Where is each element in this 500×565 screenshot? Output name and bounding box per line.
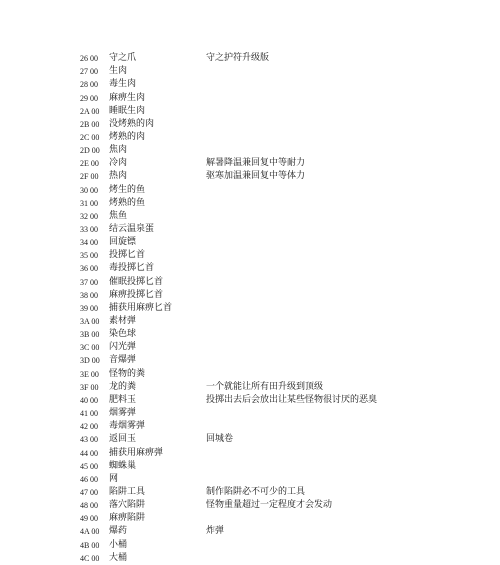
item-code: 2E 00 xyxy=(80,159,99,169)
item-name: 大桶 xyxy=(109,552,128,563)
item-name: 音爆弹 xyxy=(109,355,137,366)
list-item xyxy=(0,341,500,354)
list-item xyxy=(0,170,500,183)
item-name: 焦鱼 xyxy=(109,210,128,221)
item-code: 3F 00 xyxy=(80,382,99,392)
list-item xyxy=(0,473,500,486)
item-code: 31 00 xyxy=(80,198,98,208)
list-item xyxy=(0,262,500,275)
item-name: 麻痹投掷匕首 xyxy=(109,289,164,300)
list-item xyxy=(0,525,500,538)
item-code: 37 00 xyxy=(80,277,98,287)
item-code: 36 00 xyxy=(80,264,98,274)
list-item xyxy=(0,118,500,131)
item-name: 网 xyxy=(109,473,119,484)
item-description: 守之护符升级版 xyxy=(206,53,270,63)
item-code: 33 00 xyxy=(80,225,98,234)
item-name: 龙的粪 xyxy=(109,381,137,392)
item-name: 毒烟雾弹 xyxy=(109,421,146,432)
list-item xyxy=(0,65,500,78)
list-item xyxy=(0,368,500,381)
list-item xyxy=(0,394,500,407)
item-code: 46 00 xyxy=(80,474,98,484)
list-item xyxy=(0,249,500,262)
list-item xyxy=(0,92,500,105)
item-description: 解暑降温兼回复中等耐力 xyxy=(206,158,306,169)
item-name: 爆药 xyxy=(109,526,128,537)
item-code: 3D 00 xyxy=(80,356,100,366)
item-name: 捕获用麻痹匕首 xyxy=(109,302,173,313)
item-code: 3A 00 xyxy=(80,317,100,326)
item-name: 烤熟的鱼 xyxy=(109,197,146,208)
item-name: 蜘蛛巢 xyxy=(109,460,137,471)
list-item xyxy=(0,197,500,210)
item-name: 催眠投掷匕首 xyxy=(109,276,164,287)
list-item xyxy=(0,433,500,446)
item-name: 冷肉 xyxy=(109,158,128,169)
list-item xyxy=(0,210,500,223)
item-description: 怪物重量超过一定程度才会发动 xyxy=(206,500,333,511)
item-code: 39 00 xyxy=(80,303,98,313)
item-code: 45 00 xyxy=(80,461,98,471)
item-code: 38 00 xyxy=(80,290,98,300)
item-description: 制作陷阱必不可少的工具 xyxy=(206,486,306,497)
item-name: 生肉 xyxy=(109,66,128,77)
list-item xyxy=(0,302,500,315)
list-item xyxy=(0,315,500,328)
list-item xyxy=(0,381,500,394)
item-name: 热肉 xyxy=(109,171,128,182)
item-code: 27 00 xyxy=(80,67,98,77)
item-name: 染色球 xyxy=(109,329,137,340)
item-name: 烟雾弹 xyxy=(109,408,137,419)
list-item xyxy=(0,223,500,236)
list-item xyxy=(0,407,500,420)
item-name: 没烤熟的肉 xyxy=(109,118,155,129)
list-item xyxy=(0,184,500,197)
item-code: 2B 00 xyxy=(80,119,100,129)
list-item xyxy=(0,447,500,460)
item-name: 投掷匕首 xyxy=(109,250,146,261)
item-code: 3C 00 xyxy=(80,343,100,353)
list-item xyxy=(0,420,500,433)
item-name: 小桶 xyxy=(109,539,128,550)
list-item xyxy=(0,552,500,565)
item-name: 焦肉 xyxy=(109,145,128,156)
list-item xyxy=(0,157,500,170)
item-name: 结云温泉蛋 xyxy=(109,224,155,234)
item-name: 素材弹 xyxy=(109,316,137,326)
item-code: 2A 00 xyxy=(80,106,100,116)
item-name: 捕获用麻痹弹 xyxy=(109,447,164,458)
item-code: 41 00 xyxy=(80,409,98,419)
list-item xyxy=(0,131,500,144)
item-name: 麻痹陷阱 xyxy=(109,513,146,524)
item-name: 毒投掷匕首 xyxy=(109,263,155,274)
list-item xyxy=(0,289,500,302)
list-item xyxy=(0,512,500,525)
item-code: 43 00 xyxy=(80,435,98,445)
item-name: 闪光弹 xyxy=(109,342,137,353)
item-code: 3B 00 xyxy=(80,330,100,340)
list-item xyxy=(0,499,500,512)
list-item xyxy=(0,52,500,65)
item-code: 2C 00 xyxy=(80,132,100,142)
item-name: 烤生的鱼 xyxy=(109,184,146,195)
item-code: 26 00 xyxy=(80,54,98,63)
item-description: 炸弹 xyxy=(206,526,225,537)
list-item xyxy=(0,460,500,473)
item-description: 投掷出去后会放出让某些怪物很讨厌的恶臭 xyxy=(206,394,378,405)
item-name: 毒生肉 xyxy=(109,79,137,90)
item-code: 2F 00 xyxy=(80,172,99,182)
item-description: 回城卷 xyxy=(206,434,234,445)
list-item xyxy=(0,105,500,118)
item-code: 40 00 xyxy=(80,395,98,405)
item-code: 4C 00 xyxy=(80,553,100,563)
list-item xyxy=(0,539,500,552)
list-item xyxy=(0,236,500,249)
list-item xyxy=(0,276,500,289)
item-code: 47 00 xyxy=(80,487,98,497)
item-name: 返回玉 xyxy=(109,434,137,445)
list-item xyxy=(0,78,500,91)
item-code: 32 00 xyxy=(80,211,98,221)
item-code: 2D 00 xyxy=(80,146,100,156)
item-name: 麻痹生肉 xyxy=(109,92,146,103)
item-name: 落穴陷阱 xyxy=(109,500,146,511)
item-code: 30 00 xyxy=(80,185,98,195)
item-name: 肥料玉 xyxy=(109,394,137,405)
item-code: 44 00 xyxy=(80,448,98,458)
item-code: 3E 00 xyxy=(80,369,99,379)
item-description: 一个就能让所有田升级到顶级 xyxy=(206,381,324,392)
list-item xyxy=(0,328,500,341)
item-code: 29 00 xyxy=(80,93,98,103)
list-item xyxy=(0,144,500,157)
item-code: 34 00 xyxy=(80,238,98,248)
item-name: 烤熟的肉 xyxy=(109,131,146,142)
item-code: 4B 00 xyxy=(80,540,100,550)
item-name: 回旋镖 xyxy=(109,237,137,248)
list-item xyxy=(0,354,500,367)
list-item xyxy=(0,486,500,499)
item-code: 35 00 xyxy=(80,251,98,261)
item-name: 陷阱工具 xyxy=(109,486,146,497)
item-description: 驱寒加温兼回复中等体力 xyxy=(206,171,306,182)
item-code: 4A 00 xyxy=(80,527,100,537)
item-code: 28 00 xyxy=(80,80,98,90)
item-code: 49 00 xyxy=(80,514,98,524)
item-code: 42 00 xyxy=(80,422,98,432)
item-code: 48 00 xyxy=(80,501,98,511)
item-name: 睡眠生肉 xyxy=(109,105,146,116)
item-name: 守之爪 xyxy=(109,53,137,63)
item-name: 怪物的粪 xyxy=(109,368,146,379)
